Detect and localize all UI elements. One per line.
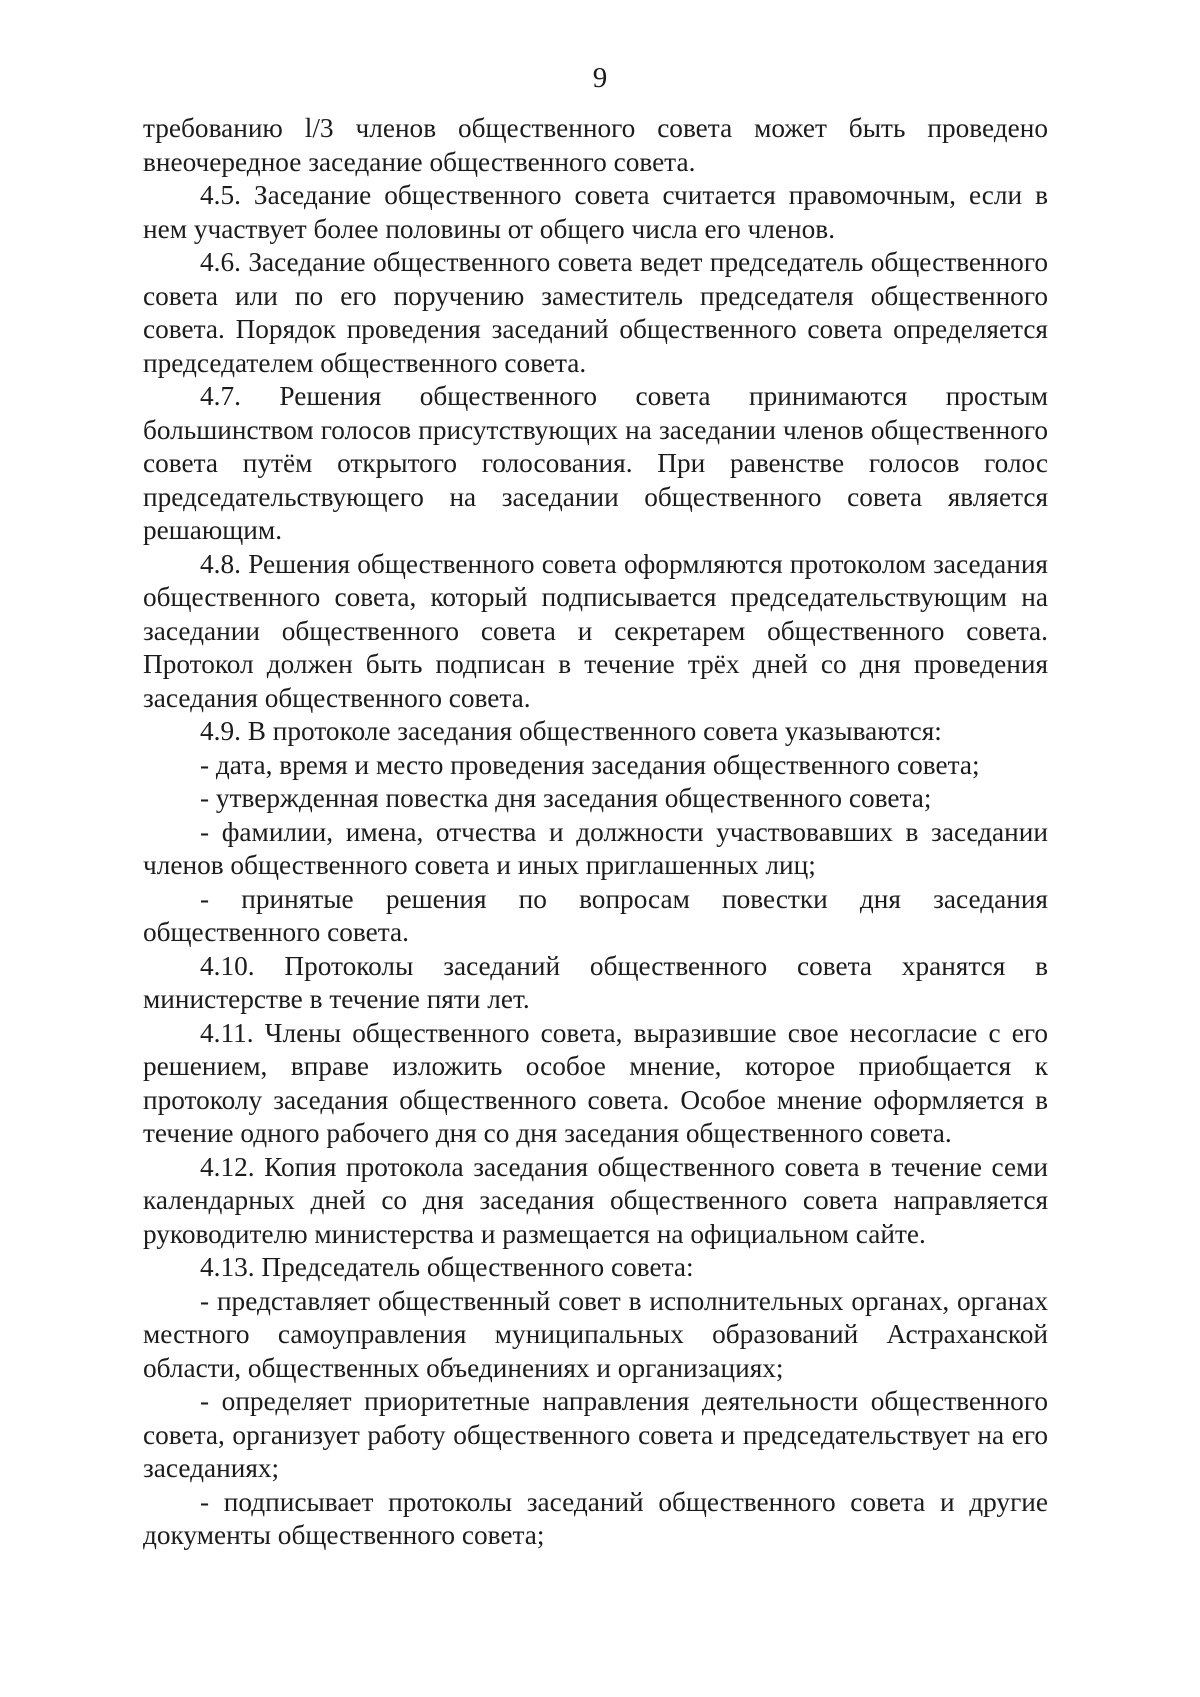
list-item-4-13-priorities: - определяет приоритетные направления деятельности общественного совета, организует работу общественного совета и председательствует на его заседаниях; (143, 1386, 1048, 1483)
paragraph-4-12: 4.12. Копия протокола заседания общественного совета в течение семи календарных дней со дня заседания общественного совета направляется руководителю министерства и размещается на официальном сайте. (143, 1151, 1048, 1249)
paragraph-4-8: 4.8. Решения общественного совета оформляются протоколом заседания общественного совета, который подписывается председательствующим на заседании общественного совета и секретарем общественного совета. Протокол должен быть подписан в течение трёх дней со дня проведения заседания общественного совета. (143, 548, 1048, 713)
page-number: 9 (592, 62, 608, 94)
list-item-4-9-participants: - фамилии, имена, отчества и должности участвовавших в заседании членов общественного совета и иных приглашенных лиц; (143, 816, 1048, 880)
list-item-4-9-date: - дата, время и место проведения заседания общественного совета; (200, 749, 980, 780)
paragraph-4-10: 4.10. Протоколы заседаний общественного совета хранятся в министерстве в течение пяти лет. (143, 950, 1048, 1014)
list-item-4-13-represents: - представляет общественный совет в исполнительных органах, органах местного самоуправления муниципальных образований Астраханской области, общественных объединениях и организациях; (143, 1285, 1048, 1383)
list-item-4-13-signs: - подписывает протоколы заседаний общественного совета и другие документы общественного совета; (143, 1486, 1048, 1550)
paragraph-4-13: 4.13. Председатель общественного совета: (200, 1252, 694, 1282)
list-item-4-9-agenda: - утвержденная повестка дня заседания общественного совета; (200, 783, 932, 813)
paragraph-4-7: 4.7. Решения общественного совета принимаются простым большинством голосов присутствующих на заседании членов общественного совета путём открытого голосования. При равенстве голосов голос председательствующего на заседании общественного совета является решающим. (143, 381, 1048, 545)
document-body (143, 112, 1048, 1553)
paragraph-4-5: 4.5. Заседание общественного совета считается правомочным, если в нем участвует более половины от общего числа его членов. (143, 180, 1048, 244)
list-item-4-9-decisions: - принятые решения по вопросам повестки дня заседания общественного совета. (143, 883, 1048, 947)
paragraph-4-6: 4.6. Заседание общественного совета ведет председатель общественного совета или по его поручению заместитель председателя общественного совета. Порядок проведения заседаний общественного совета определяется председателем общественного совета. (143, 247, 1048, 378)
paragraph-continuation: требованию l/3 членов общественного совета может быть проведено внеочередное заседание общественного совета. (143, 113, 1048, 177)
paragraph-4-11: 4.11. Члены общественного совета, выразившие свое несогласие с его решением, вправе изложить особое мнение, которое приобщается к протоколу заседания общественного совета. Особое мнение оформляется в течение одного рабочего дня со дня заседания общественного совета. (143, 1017, 1048, 1148)
paragraph-4-9: 4.9. В протоколе заседания общественного совета указываются: (200, 716, 942, 746)
